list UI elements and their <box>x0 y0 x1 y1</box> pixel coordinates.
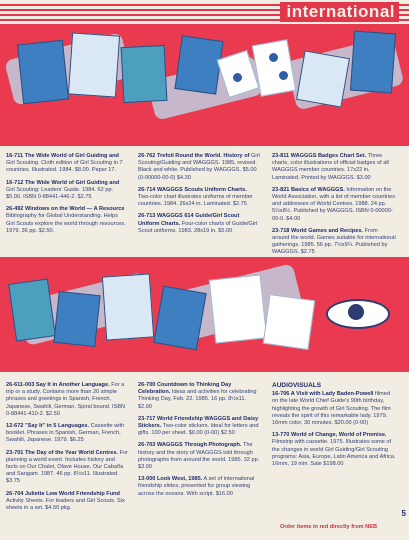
catalog-entry: 26-704 Juliette Low World Friendship Fund Activity Sheets. For leaders and Girl Scouts. Six sheets in a set. $4.50 pkg. <box>6 490 125 512</box>
badge-icon <box>268 52 279 63</box>
sticker-sheet <box>209 274 267 343</box>
book-windows-world <box>121 45 168 103</box>
catalog-entry: 26-703 WAGGGS Through Photograph. The history and the story of WAGGGS told through photographs from around the world. 1985. 32 pp. $3.00 <box>138 442 260 471</box>
product-photo-band-bottom <box>0 257 409 372</box>
book-countdown <box>102 273 154 340</box>
top-column-3 <box>272 153 396 262</box>
catalog-entry: 23-701 The Day of the Year World Centres. For planning a world event. Includes history and facts on Our Chalet, Olave House, Our Cabaña and Sangam. 1987. 46 pp. 8½x11. Illustrated. $3.75 <box>6 449 128 485</box>
catalog-entry: 12-672 "Say It" in 5 Languages. Cassette with booklet. Phrases in Spanish, German, French, Swahili, Japanese. 1979. $6.25 <box>6 423 125 444</box>
catalog-entry: 16-706 A Visit with Lady Baden-Powell filmed on the late World Chief Guide's 90th birthday, highlighting the growth of Girl Scouting. The film reveals the spirit of this remarkable lady. 1979. 16mm color, 30 minutes. $20.00 (0-00) <box>272 391 391 427</box>
catalog-entry: 13-000 Look West, 1985. A set of international friendship slides, presented for group viewing across the oceans. With script. $16.00 <box>138 476 255 497</box>
bottom-column-2 <box>138 382 260 503</box>
catalog-entry: 23-718 World Games and Recipes. From around the world. Games suitable for international gatherings. 1985. 56 pp. 7½x9¼. Published by WAGGGS. $2.75 <box>272 227 396 256</box>
product-photo-band-top <box>0 24 409 146</box>
catalog-entry: 23-717 World Friendship WAGGGS and Daisy Stickers. Two-color stickers. Ideal for letters and gifts. 100 per sheet. $0.00 (0-00) $2.50 <box>138 415 259 437</box>
book-trefoil <box>174 35 223 94</box>
book-wide-world <box>17 40 69 104</box>
certificate <box>263 294 316 350</box>
catalog-entry: 26-611-003 Say It in Another Language. For a trip or a study. Contains more than 20 simple phrases and greetings in Spanish, French, Japanese, Swahili, German. Spiral bound. ISBN 0-88441-410-2. $2.50 <box>6 382 126 417</box>
book-basics-wagggs <box>350 31 396 94</box>
top-column-2 <box>138 153 260 240</box>
order-note: Order items in red directly from NEB <box>280 524 377 530</box>
book-say-it <box>8 278 56 341</box>
catalog-entry: 16-712 The Wide World of Girl Guiding and Girl Scouting: Leaders' Guide. 1984. 62 pp. $5.00. ISBN 0-88441-446-2. $2.75 <box>6 179 120 201</box>
book-lady-bp <box>153 286 206 351</box>
catalog-entry: 16-711 The Wide World of Girl Guiding and Girl Scouting. Cloth edition of Girl Scouting in 7 countries. Illustrated. 1984. $8.00. Paper 17. <box>6 153 123 174</box>
catalog-entry: 26-492 Windows on the World — A Resource Bibliography for Global Understanding. Helps Girl Scouts explore the world through resources. 1979. 36 pp. $2.50. <box>6 206 126 234</box>
catalog-entry: 26-714 WAGGGS Scouts Uniform Charts. Two-color chart illustrates uniforms of member countries. 1984. 26x24 in. Laminated. $2.75 <box>138 186 253 208</box>
catalog-entry: 13-770 World of Change, World of Promise. Filmstrip with cassette. 1975. Illustrates some of the changes in world Girl Guiding/Girl Scouting programs: Asia, Europe, Latin America and Africa. 16mm, 19 min. Sale $198.00 <box>272 432 396 468</box>
eye-pupil-icon <box>348 304 364 320</box>
audiovisuals-heading: AUDIOVISUALS <box>272 382 322 389</box>
catalog-entry: 23-821 Basics of WAGGGS. Information on the World Association, with a list of member countries and addresses of World Centres. 1988. 24 pp. 5½x8½. Published by WAGGGS. ISBN 0-00000-00-0. $4.00 <box>272 186 396 222</box>
badge-icon <box>232 72 243 83</box>
bottom-column-3 <box>272 382 396 473</box>
top-column-1 <box>6 153 126 240</box>
section-header <box>0 0 409 22</box>
section-title: international <box>280 2 399 22</box>
catalog-entry: 23-811 WAGGGS Badges Chart Set. Three charts, color illustrations of official badges of all WAGGGS member countries. 17x22 in. Laminated. Printed by WAGGGS. $3.00 <box>272 153 389 181</box>
book-leaders-guide <box>68 32 120 97</box>
book-world-centres <box>53 291 100 347</box>
book-games-recipes <box>296 50 350 107</box>
uniform-chart <box>252 39 296 96</box>
bottom-column-1 <box>6 382 128 517</box>
catalog-entry: 26-700 Countdown to Thinking Day Celebration. Ideas and activities for celebrating Thinking Day, Feb. 22. 1985. 16 pp. 8½x11. $2.00 <box>138 382 257 410</box>
catalog-entry: 26-713 WAGGGS 614 Guide/Girl Scout Uniform Charts. Four-color charts of Guide/Girl Scout uniforms. 1983. 28x19 in. $5.00 <box>138 213 258 234</box>
badge-icon <box>278 70 289 81</box>
catalog-entry: 26-762 Trefoil Round the World. History of Girl Scouting/Guiding and WAGGGS. 1985, revised. Black and white. Published by WAGGGS. $5.00 (0-00000-00-0) $4.30 <box>138 153 260 181</box>
page-number: 5 <box>401 509 406 518</box>
